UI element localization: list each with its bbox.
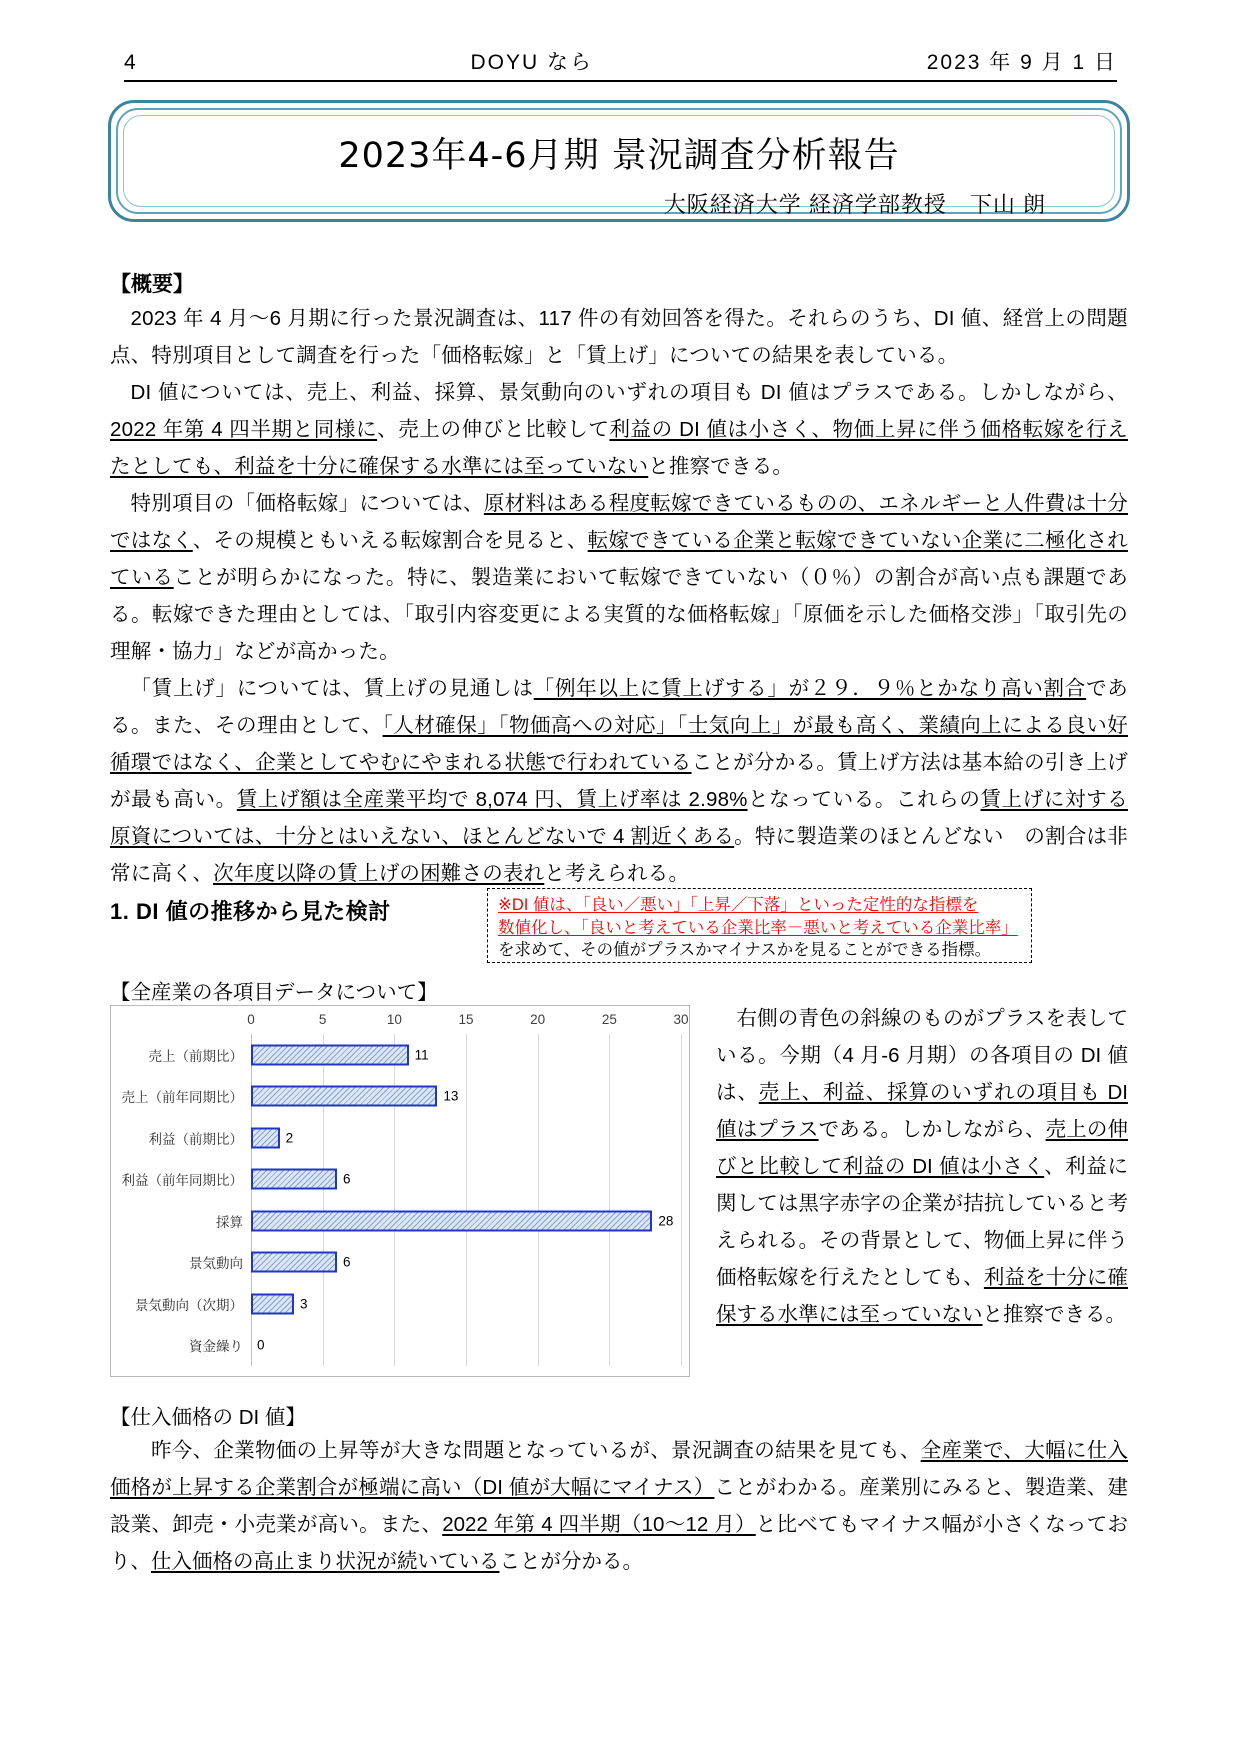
side-underline-3: 利益を十分に確保する水準には至っていない xyxy=(716,1266,1129,1326)
p3-text-c: ことが明らかになった。特に、製造業において転嫁できていない（０％）の割合が高い点も課題である。転嫁できた理由としては、「取引内容変更による実質的な価格転嫁」「原価を示した価格交渉」「取引先の理解・協力」などが高かった。 xyxy=(110,566,1129,663)
chart-bar xyxy=(251,1252,337,1273)
section1-heading: 1. DI 値の推移から見た検討 xyxy=(110,899,391,924)
chart-bar-row xyxy=(189,1325,681,1367)
note-line-2-text: 数値化し、「良いと考えている企業比率－悪いと考えている企業比率」 xyxy=(498,918,1018,937)
page-title: 2023年4-6月期 景況調査分析報告 xyxy=(338,136,900,176)
chart-data-label: 28 xyxy=(658,1213,674,1229)
side-underline-2: 売上の伸びと比較して利益の DI 値は小さく xyxy=(716,1118,1129,1178)
chart-category-label: 景気動向 xyxy=(189,1256,243,1272)
chart-bar xyxy=(251,1127,280,1148)
section2-paragraph xyxy=(110,1432,1128,1580)
x-tick-label: 25 xyxy=(601,1012,617,1027)
x-tick-label: 5 xyxy=(318,1012,327,1027)
section2-heading: 【仕入価格の DI 値】 xyxy=(110,1406,306,1429)
page-header xyxy=(124,46,1117,82)
chart-category-label: 売上（前期比） xyxy=(148,1048,243,1064)
s2-underline-1: 全産業で、大幅に仕入価格が上昇する企業割合が極端に高い（DI 値が大幅にマイナス） xyxy=(110,1439,1128,1499)
chart-data-label: 0 xyxy=(257,1337,265,1353)
note-line-2 xyxy=(498,917,1023,940)
x-tick-label: 10 xyxy=(386,1012,402,1027)
p2-underline-2: 利益の DI 値は小さく、物価上昇に伴う価格転嫁を行えたとしても、利益を十分に確保する水準には至っていない xyxy=(110,418,1128,478)
chart-x-axis xyxy=(247,1012,689,1032)
s2-text-a: 昨今、企業物価の上昇等が大きな問題となっているが、景況調査の結果を見ても、 xyxy=(151,1439,921,1462)
title-box xyxy=(108,100,1130,222)
p4-underline-2: 「人材確保」「物価高への対応」「士気向上」が最も高く、業績向上による良い好循環ではなく、企業としてやむにやまれる状態で行われている xyxy=(110,714,1128,774)
x-tick-label: 0 xyxy=(247,1012,255,1027)
chart-data-label: 6 xyxy=(343,1254,351,1270)
note-line-1 xyxy=(498,894,1023,917)
note-line-1-text: ※DI 値は、「良い／悪い」「上昇／下落」といった定性的な指標を xyxy=(498,896,979,914)
chart-bar-row xyxy=(148,1117,681,1159)
p2-underline-1: 2022 年第 4 四半期と同様に xyxy=(110,418,378,441)
p2-text-c: と推察できる。 xyxy=(648,455,794,478)
chart-bar-row xyxy=(121,1076,681,1118)
chart-data-label: 13 xyxy=(443,1088,459,1104)
side-text-c: 、利益に関しては黒字赤字の企業が拮抗していると考えられる。その背景として、物価上昇に伴う価格転嫁を行えたとしても、 xyxy=(716,1155,1129,1289)
chart-bar xyxy=(251,1044,409,1065)
page-number: 4 xyxy=(124,51,137,74)
side-text-a: 右側の青色の斜線のものがプラスを表している。今期（4 月-6 月期）の各項目の DI 値は、 xyxy=(716,1007,1128,1104)
di-bar-chart xyxy=(110,1005,690,1377)
p4-text-e: 。特に製造業のほとんどない の割合は非常に高く、 xyxy=(110,825,1128,885)
chart-data-label: 11 xyxy=(414,1047,429,1063)
p4-underline-5: 次年度以降の賃上げの困難さの表れ xyxy=(213,862,545,885)
p4-text-d: となっている。これらの xyxy=(747,788,981,811)
p3-underline-1: 原材料はある程度転嫁できているものの、エネルギーと人件費は十分ではなく xyxy=(110,492,1128,552)
paragraph-4 xyxy=(110,670,1128,892)
s2-underline-2: 2022 年第 4 四半期（10～12 月） xyxy=(442,1513,756,1536)
title-box-border-middle xyxy=(116,108,1122,217)
chart-category-label: 売上（前年同期比） xyxy=(121,1090,243,1106)
p1-text: 2023 年 4 月～6 月期に行った景況調査は、117 件の有効回答を得た。それらのうち、DI 値、経営上の問題点、特別項目として調査を行った「価格転嫁」と「賃上げ」についての結果を表している。 xyxy=(110,307,1128,367)
chart-caption: 【全産業の各項目データについて】 xyxy=(110,981,438,1004)
side-paragraph xyxy=(716,1000,1128,1333)
paragraph-2 xyxy=(110,374,1128,485)
chart-bar-row xyxy=(135,1283,681,1325)
x-tick-label: 30 xyxy=(673,1012,689,1027)
p4-underline-4: 賃上げに対する原資については、十分とはいえない、ほとんどないで 4 割近くある xyxy=(110,788,1129,848)
s2-text-c: と比べてもマイナス幅が小さくなっており、 xyxy=(110,1513,1128,1573)
chart-inner xyxy=(111,1006,689,1376)
x-tick-label: 20 xyxy=(530,1012,546,1027)
chart-category-label: 採算 xyxy=(216,1214,243,1230)
note-line-3: を求めて、その値がプラスかマイナスかを見ることができる指標。 xyxy=(498,941,992,959)
chart-bar-row xyxy=(148,1034,681,1076)
issue-date: 2023 年 9 月 1 日 xyxy=(926,51,1117,74)
chart-data-label: 3 xyxy=(300,1296,308,1312)
di-definition-note xyxy=(487,888,1032,963)
p2-text-b: 、売上の伸びと比較して xyxy=(377,418,610,441)
overview-body xyxy=(110,300,1128,892)
chart-plot-area xyxy=(121,1034,681,1366)
p4-text-a: 「賃上げ」については、賃上げの見通しは xyxy=(130,677,534,700)
chart-data-label: 6 xyxy=(343,1171,351,1187)
chart-data-label: 2 xyxy=(285,1130,294,1146)
paragraph-1 xyxy=(110,300,1128,374)
chart-bar xyxy=(251,1086,437,1107)
side-text-d: と推察できる。 xyxy=(982,1303,1126,1326)
chart-category-label: 利益（前期比） xyxy=(148,1131,243,1147)
chart-category-label: 景気動向（次期） xyxy=(135,1297,243,1313)
publication-name: DOYU なら xyxy=(470,51,593,74)
chart-bar-row xyxy=(189,1242,681,1284)
side-text-b: である。しかしながら、 xyxy=(818,1118,1046,1141)
chart-category-label: 利益（前年同期比） xyxy=(121,1173,243,1189)
paragraph-3 xyxy=(110,485,1128,670)
p3-underline-2: 転嫁できている企業と転嫁できていない企業に二極化されている xyxy=(110,529,1128,589)
author-line: 大阪経済大学 経済学部教授 下山 朗 xyxy=(663,192,1046,217)
p4-underline-1: 「例年以上に賃上げする」が２９．９％とかなり高い割合 xyxy=(533,677,1087,700)
p4-underline-3: 賃上げ額は全産業平均で 8,074 円、賃上げ率は 2.98% xyxy=(236,788,748,811)
chart-category-label: 資金繰り xyxy=(189,1339,243,1355)
p4-text-f: と考えられる。 xyxy=(544,862,690,885)
chart-bar xyxy=(251,1210,652,1231)
chart-bar-row xyxy=(121,1159,681,1201)
p3-text-b: 、その規模ともいえる転嫁割合を見ると、 xyxy=(192,529,588,552)
chart-bar xyxy=(251,1293,294,1314)
section2-body xyxy=(110,1432,1128,1580)
chart-bar xyxy=(251,1169,337,1190)
s2-text-b: ことがわかる。産業別にみると、製造業、建設業、卸売・小売業が高い。また、 xyxy=(110,1476,1128,1536)
p4-text-b: である。また、その理由として、 xyxy=(110,677,1129,737)
s2-underline-3: 仕入価格の高止まり状況が続いている xyxy=(151,1550,500,1573)
chart-bar-row xyxy=(216,1200,681,1242)
s2-text-d: ことが分かる。 xyxy=(499,1550,643,1573)
title-box-inner xyxy=(123,115,1115,217)
overview-heading: 【概要】 xyxy=(110,273,194,296)
p4-text-c: ことが分かる。賃上げ方法は基本給の引き上げが最も高い。 xyxy=(110,751,1128,811)
p2-text-a: DI 値については、売上、利益、採算、景気動向のいずれの項目も DI 値はプラスである。しかしながら、 xyxy=(130,381,1128,404)
side-underline-1: 売上、利益、採算のいずれの項目も DI 値はプラス xyxy=(716,1081,1129,1141)
x-tick-label: 15 xyxy=(458,1012,474,1027)
p3-text-a: 特別項目の「価格転嫁」については、 xyxy=(130,492,484,515)
chart-commentary xyxy=(716,1000,1128,1333)
chart-gridline xyxy=(681,1034,682,1366)
